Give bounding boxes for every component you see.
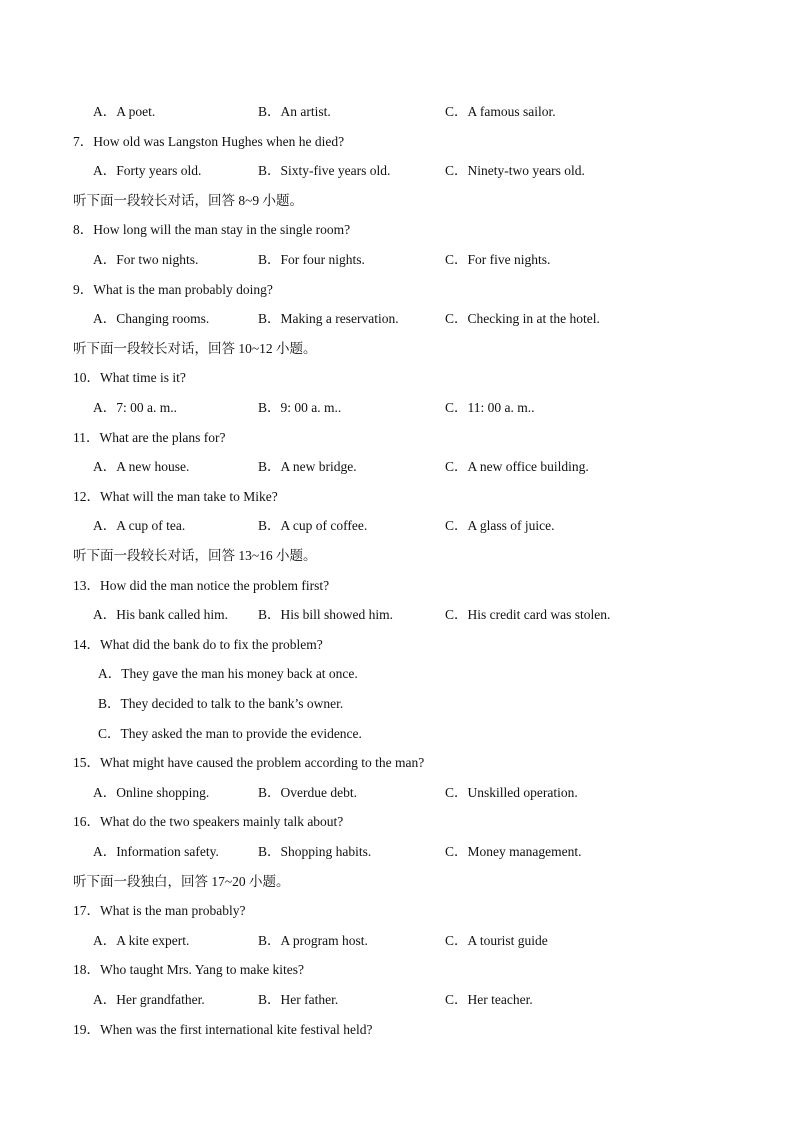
option-a: A．A poet. [93, 104, 156, 119]
question-text: 8．How long will the man stay in the single room? [73, 222, 351, 237]
option-c: C．A glass of juice. [445, 518, 555, 533]
option-a: A．Changing rooms. [93, 311, 210, 326]
section-instruction: 听下面一段独白，回答 17~20 小题。 [73, 874, 290, 889]
option-b: B．A new bridge. [258, 459, 357, 474]
question-text: 9．What is the man probably doing? [73, 282, 273, 297]
option-a: A．For two nights. [93, 252, 199, 267]
section-instruction: 听下面一段较长对话，回答 13~16 小题。 [73, 548, 317, 563]
question-text: 11．What are the plans for? [73, 430, 226, 445]
question-text: 10．What time is it? [73, 370, 186, 385]
option-b: B．9: 00 a. m.. [258, 400, 342, 415]
option-a: A．His bank called him. [93, 607, 228, 622]
question-text: 12．What will the man take to Mike? [73, 489, 278, 504]
option-a: A．Information safety. [93, 844, 219, 859]
option-b: B．Overdue debt. [258, 785, 357, 800]
question-text: 13．How did the man notice the problem first? [73, 578, 330, 593]
option-c: C．Her teacher. [445, 992, 533, 1007]
question-text: 7．How old was Langston Hughes when he died? [73, 134, 345, 149]
option-c: C．Money management. [445, 844, 582, 859]
question-text: 17．What is the man probably? [73, 903, 246, 918]
option-b: B．An artist. [258, 104, 331, 119]
option-b: B．His bill showed him. [258, 607, 394, 622]
question-text: 18．Who taught Mrs. Yang to make kites? [73, 962, 304, 977]
option-b: B．For four nights. [258, 252, 365, 267]
option-b: B．Her father. [258, 992, 339, 1007]
option-a: A．Her grandfather. [93, 992, 205, 1007]
option-b: B．A cup of coffee. [258, 518, 368, 533]
option-a: A．7: 00 a. m.. [93, 400, 177, 415]
option-c: C．Checking in at the hotel. [445, 311, 600, 326]
option-b: B．Sixty-five years old. [258, 163, 391, 178]
option-line: A．They gave the man his money back at once. [98, 666, 358, 681]
option-b: B．Making a reservation. [258, 311, 399, 326]
option-c: C．A new office building. [445, 459, 589, 474]
question-text: 19．When was the first international kite festival held? [73, 1022, 373, 1037]
option-c: C．Unskilled operation. [445, 785, 578, 800]
option-a: A．Forty years old. [93, 163, 202, 178]
option-a: A．A new house. [93, 459, 190, 474]
option-c: C．Ninety-two years old. [445, 163, 585, 178]
option-a: A．A kite expert. [93, 933, 190, 948]
option-a: A．Online shopping. [93, 785, 210, 800]
section-instruction: 听下面一段较长对话，回答 10~12 小题。 [73, 341, 317, 356]
section-instruction: 听下面一段较长对话，回答 8~9 小题。 [73, 193, 304, 208]
option-a: A．A cup of tea. [93, 518, 186, 533]
option-b: B．A program host. [258, 933, 368, 948]
option-b: B．Shopping habits. [258, 844, 372, 859]
option-line: B．They decided to talk to the bank’s owner. [98, 696, 344, 711]
question-text: 15．What might have caused the problem according to the man? [73, 755, 425, 770]
option-c: C．For five nights. [445, 252, 551, 267]
option-c: C．11: 00 a. m.. [445, 400, 535, 415]
question-text: 16．What do the two speakers mainly talk about? [73, 814, 344, 829]
question-text: 14．What did the bank do to fix the problem? [73, 637, 323, 652]
option-line: C．They asked the man to provide the evidence. [98, 726, 362, 741]
option-c: C．A famous sailor. [445, 104, 556, 119]
option-c: C．A tourist guide [445, 933, 548, 948]
option-c: C．His credit card was stolen. [445, 607, 611, 622]
